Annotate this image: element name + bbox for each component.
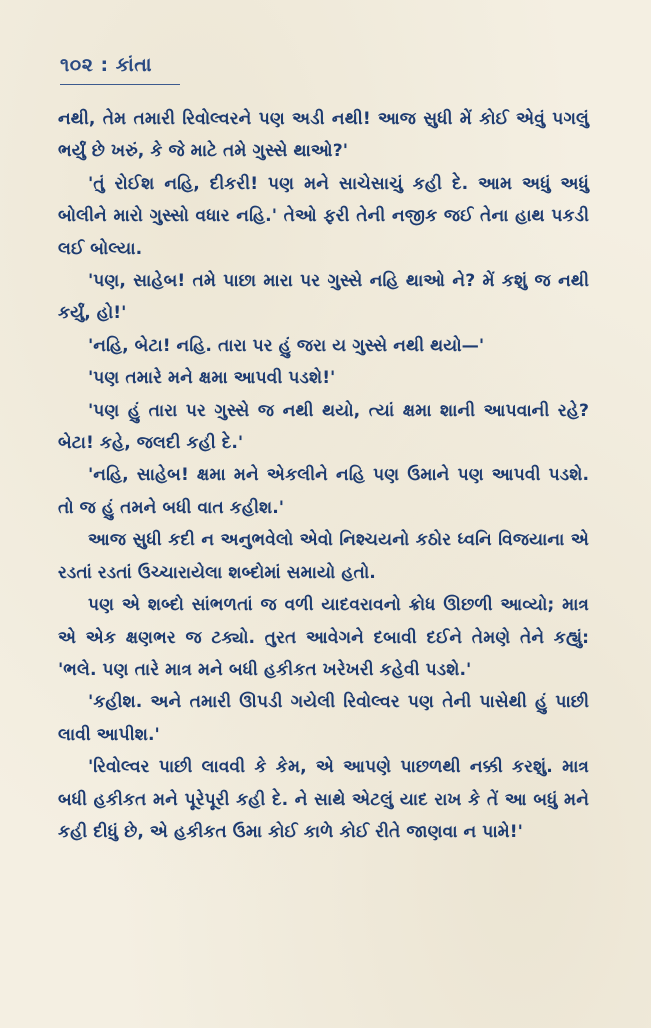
paragraph-continuation: નથી, તેમ તમારી રિવોલ્વરને પણ અડી નથી! આજ સુધી મેં કોઈ એવું પગલું ભર્યું છે ખરું, કે જે માટે તમે ગુસ્સે થાઓ?' <box>58 109 589 162</box>
paragraph: 'પણ તમારે મને ક્ષમા આપવી પડશે!' <box>88 368 336 389</box>
body-text <box>58 103 589 848</box>
paragraph: 'નહિ, સાહેબ! ક્ષમા મને એકલીને નહિ પણ ઉમાને પણ આપવી પડશે. તો જ હું તમને બધી વાત કહીશ.' <box>58 465 589 518</box>
paragraph: 'નહિ, બેટા! નહિ. તારા પર હું જરા ય ગુસ્સે નથી થયો—' <box>88 335 485 356</box>
paragraph: પણ એ શબ્દો સાંભળતાં જ વળી યાદવરાવનો ક્રોધ ઊછળી આવ્યો; માત્ર એ એક ક્ષણભર જ ટક્યો. તુરત આવેગને દબાવી દઈને તેમણે તેને કહ્યું: 'ભલે. પણ તારે માત્ર મને બધી હકીકત ખરેખરી કહેવી પડશે.' <box>58 595 589 680</box>
paragraph: 'કહીશ. અને તમારી ઊપડી ગયેલી રિવોલ્વર પણ તેની પાસેથી હું પાછી લાવી આપીશ.' <box>58 692 589 745</box>
paragraph: 'પણ, સાહેબ! તમે પાછા મારા પર ગુસ્સે નહિ થાઓ ને? મેં કશું જ નથી કર્યું, હો!' <box>58 271 589 324</box>
paragraph: 'તું રોઈશ નહિ, દીકરી! પણ મને સાચેસાચું કહી દે. આમ અધું અધું બોલીને મારો ગુસ્સો વધાર નહિ.' તેઓ ફરી તેની નજીક જઈ તેના હાથ પકડી લઈ બોલ્યા. <box>58 173 589 259</box>
paragraph: આજ સુધી કદી ન અનુભવેલો એવો નિશ્ચયનો કઠોર ધ્વનિ વિજયાના એ રડતાં રડતાં ઉચ્ચારાયેલા શબ્દોમાં સમાયો હતો. <box>58 530 589 583</box>
running-head: ૧૦૨ : કાંતા <box>60 54 153 76</box>
paragraph: 'પણ હું તારા પર ગુસ્સે જ નથી થયો, ત્યાં ક્ષમા શાની આપવાની રહે? બેટા! કહે, જલદી કહી દે.' <box>58 400 589 454</box>
header-underline <box>60 84 180 85</box>
paragraph: 'રિવોલ્વર પાછી લાવવી કે કેમ, એ આપણે પાછળથી નક્કી કરશું. માત્ર બધી હકીકત મને પૂરેપૂરી કહી દે. ને સાથે એટલું યાદ રાખ કે તેં આ બધું મને કહી દીધું છે, એ હકીકત ઉમા કોઈ કાળે કોઈ રીતે જાણવા ન પામે!' <box>58 757 589 842</box>
